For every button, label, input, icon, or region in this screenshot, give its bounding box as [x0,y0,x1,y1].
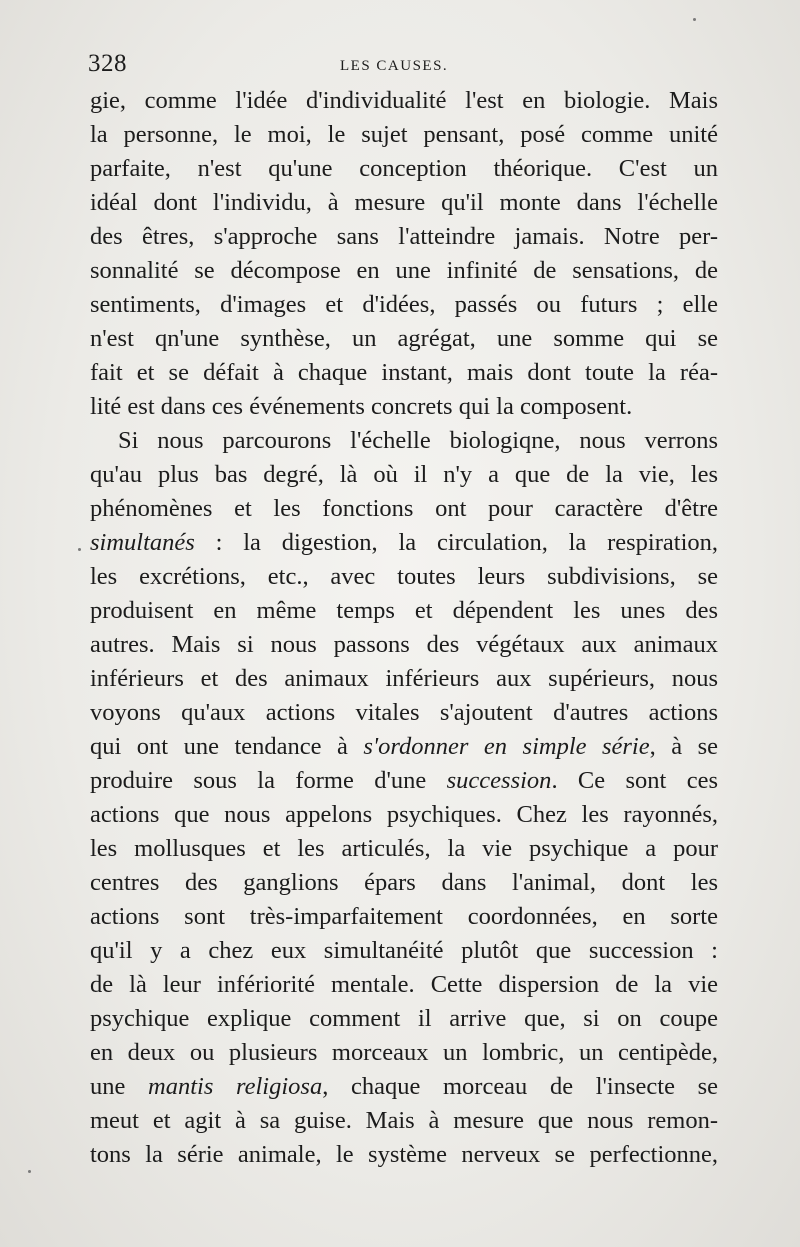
italic-term: simultanés [90,529,195,556]
text-line: qu'au plus bas degré, là où il n'y a que de la vie, les [90,461,718,488]
text-line: de là leur infériorité mentale. Cette dispersion de la vie [90,971,718,998]
text-line: les mollusques et les articulés, la vie psychique a pour [90,835,718,862]
text-line: fait et se défait à chaque instant, mais dont toute la réa- [90,359,718,386]
text-line: gie, comme l'idée d'individualité l'est en biologie. Mais [90,87,718,114]
text-line: la personne, le moi, le sujet pensant, posé comme unité [90,121,718,148]
text-line [90,764,718,798]
italic-term: s'ordonner en simple série [363,733,650,760]
text-line: parfaite, n'est qu'une conception théorique. C'est un [90,155,718,182]
text-line: qu'il y a chez eux simultanéité plutôt que succession : [90,937,718,964]
page-header [88,50,720,84]
text-line: produisent en même temps et dépendent les unes des [90,597,718,624]
text-line: autres. Mais si nous passons des végétaux aux animaux [90,631,718,658]
text-line: psychique explique comment il arrive que, si on coupe [90,1005,718,1032]
running-head: LES CAUSES. [340,58,449,74]
text-line [90,1070,718,1104]
paper-speck [78,548,81,551]
italic-term: mantis religiosa [148,1073,323,1100]
text-segment: qui ont une tendance à [90,733,348,760]
text-line: actions que nous appelons psychiques. Chez les rayonnés, [90,801,718,828]
paper-speck [28,1170,31,1173]
text-line: n'est qn'une synthèse, un agrégat, une somme qui se [90,325,718,352]
text-line: inférieurs et des animaux inférieurs aux supérieurs, nous [90,665,718,692]
text-segment: , chaque morceau de l'insecte se [322,1073,718,1100]
text-line: centres des ganglions épars dans l'animal, dont les [90,869,718,896]
text-line: les excrétions, etc., avec toutes leurs subdivisions, se [90,563,718,590]
text-line [90,526,718,560]
italic-term: succession [446,767,552,794]
text-line: en deux ou plusieurs morceaux un lombric, un centipède, [90,1039,718,1066]
body-text [90,84,718,1172]
text-line: voyons qu'aux actions vitales s'ajoutent d'autres actions [90,699,718,726]
page-number: 328 [88,50,127,77]
text-line: meut et agit à sa guise. Mais à mesure que nous remon- [90,1107,718,1134]
text-line: tons la série animale, le système nerveux se perfectionne, [90,1141,718,1168]
paragraph-end-line: lité est dans ces événements concrets qui la composent. [90,393,633,420]
text-segment: une [90,1073,126,1100]
text-line: actions sont très-imparfaitement coordonnées, en sorte [90,903,718,930]
text-line [90,730,718,764]
text-line: des êtres, s'approche sans l'atteindre jamais. Notre per- [90,223,718,250]
text-line: sonnalité se décompose en une infinité de sensations, de [90,257,718,284]
text-line: sentiments, d'images et d'idées, passés ou futurs ; elle [90,291,718,318]
text-line: phénomènes et les fonctions ont pour caractère d'être [90,495,718,522]
text-segment: : la digestion, la circulation, la respiration, [215,529,718,556]
text-line: idéal dont l'individu, à mesure qu'il monte dans l'échelle [90,189,718,216]
text-segment: , à se [649,733,718,760]
text-segment: produire sous la forme d'une [90,767,427,794]
paper-speck [693,18,696,21]
paragraph-start-line: Si nous parcourons l'échelle biologiqne, nous verrons [118,427,718,454]
text-segment: . Ce sont ces [551,767,718,794]
